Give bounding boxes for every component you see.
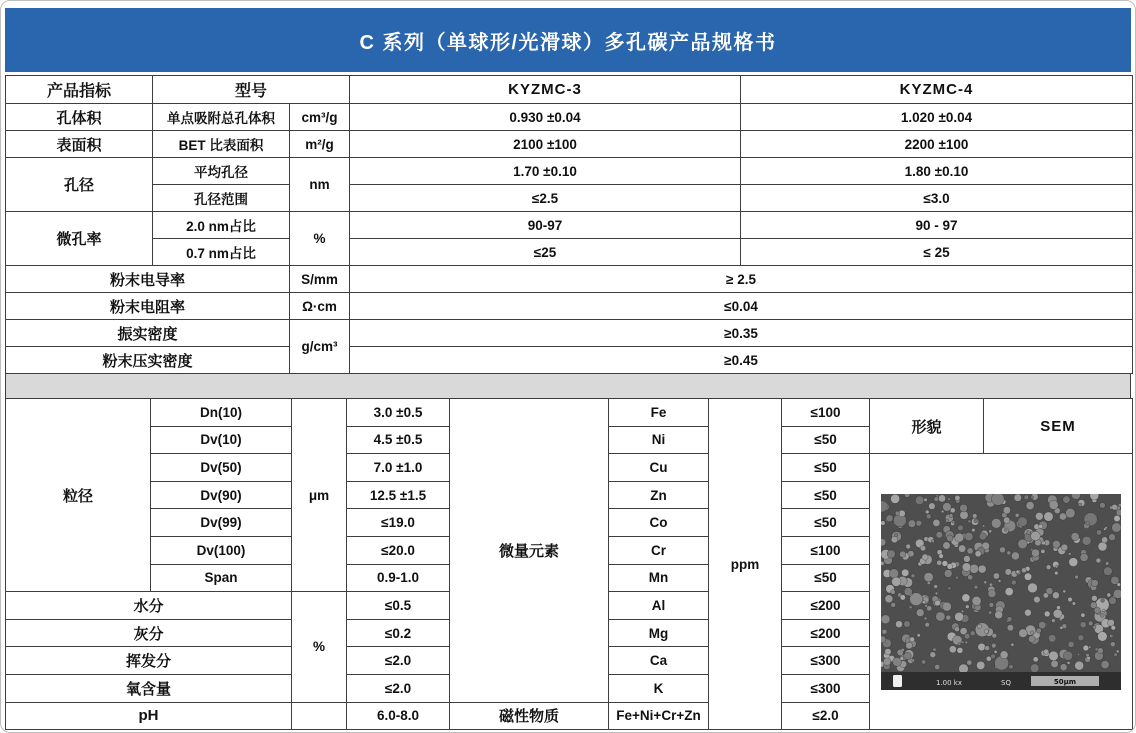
trace-element-name-cell: Cr: [609, 536, 709, 564]
trace-element-value-cell: ≤50: [782, 426, 870, 454]
title-bar: [5, 8, 1131, 72]
particle-value-cell: 3.0 ±0.5: [347, 399, 450, 427]
sem-magnification: 1.00 kx: [936, 678, 963, 687]
tap-density-label-cell: 振实密度: [6, 320, 290, 347]
pore-size-average-item-cell: 平均孔径: [153, 158, 290, 185]
sem-image-wrap: [872, 494, 1130, 690]
pore-volume-unit-cell: cm³/g: [290, 104, 350, 131]
particle-row-dn10: [6, 399, 1133, 427]
moisture-label-cell: 水分: [6, 592, 292, 620]
surface-area-item-cell: BET 比表面积: [153, 131, 290, 158]
surface-area-unit-cell: m²/g: [290, 131, 350, 158]
compacted-density-label-cell: 粉末压实密度: [6, 347, 290, 374]
oxygen-label-cell: 氧含量: [6, 674, 292, 702]
trace-element-name-cell: Ni: [609, 426, 709, 454]
micropore-2-0-kyzmc3-cell: 90-97: [350, 212, 741, 239]
surface-area-kyzmc4-cell: 2200 ±100: [741, 131, 1133, 158]
magnetic-item-cell: Fe+Ni+Cr+Zn: [609, 702, 709, 730]
pore-size-range-kyzmc4-cell: ≤3.0: [741, 185, 1133, 212]
trace-element-value-cell: ≤200: [782, 619, 870, 647]
micropore-0-7-item-cell: 0.7 nm占比: [153, 239, 290, 266]
particle-value-cell: 0.9-1.0: [347, 564, 450, 592]
section-divider: [5, 374, 1131, 398]
ph-label-cell: pH: [6, 702, 292, 730]
trace-element-name-cell: Fe: [609, 399, 709, 427]
magnetic-value-cell: ≤2.0: [782, 702, 870, 730]
surface-area-row: [6, 131, 1133, 158]
particle-value-cell: ≤19.0: [347, 509, 450, 537]
ph-unit-cell: [292, 702, 347, 730]
surface-area-kyzmc3-cell: 2100 ±100: [350, 131, 741, 158]
pore-size-category-cell: 孔径: [6, 158, 153, 212]
trace-element-name-cell: Zn: [609, 481, 709, 509]
trace-unit-cell: ppm: [709, 399, 782, 730]
ph-value-cell: 6.0-8.0: [347, 702, 450, 730]
particle-item-cell: Dv(50): [151, 454, 292, 482]
particle-value-cell: 12.5 ±1.5: [347, 481, 450, 509]
sem-mode: SQ: [1001, 678, 1011, 687]
surface-area-category-cell: 表面积: [6, 131, 153, 158]
pore-size-unit-cell: nm: [290, 158, 350, 212]
pore-size-average-kyzmc3-cell: 1.70 ±0.10: [350, 158, 741, 185]
header-model: 型号: [153, 76, 350, 104]
trace-element-name-cell: Co: [609, 509, 709, 537]
trace-element-value-cell: ≤50: [782, 509, 870, 537]
trace-element-value-cell: ≤200: [782, 592, 870, 620]
volatiles-label-cell: 挥发分: [6, 647, 292, 675]
particle-item-cell: Dv(10): [151, 426, 292, 454]
micropore-0-7-kyzmc4-cell: ≤ 25: [741, 239, 1133, 266]
detail-table: [5, 398, 1133, 730]
particle-item-cell: Span: [151, 564, 292, 592]
particle-category-cell: 粒径: [6, 399, 151, 592]
sem-image: [881, 494, 1121, 690]
volatiles-value-cell: ≤2.0: [347, 647, 450, 675]
page-title: C 系列（单球形/光滑球）多孔碳产品规格书: [359, 31, 777, 54]
header-product-index: 产品指标: [6, 76, 153, 104]
morphology-label-cell: 形貌: [870, 399, 984, 454]
sem-image-cell: [870, 454, 1133, 730]
pore-size-range-kyzmc3-cell: ≤2.5: [350, 185, 741, 212]
trace-element-name-cell: K: [609, 674, 709, 702]
particle-value-cell: ≤20.0: [347, 536, 450, 564]
pore-volume-kyzmc4-cell: 1.020 ±0.04: [741, 104, 1133, 131]
header-model-kyzmc4: KYZMC-4: [741, 76, 1133, 104]
sem-camera-icon: [893, 675, 902, 687]
particle-unit-cell: μm: [292, 399, 347, 592]
tap-density-row: [6, 320, 1133, 347]
trace-element-name-cell: Al: [609, 592, 709, 620]
micropore-2-0-row: [6, 212, 1133, 239]
trace-element-name-cell: Ca: [609, 647, 709, 675]
pore-size-range-row: [6, 185, 1133, 212]
pore-volume-kyzmc3-cell: 0.930 ±0.04: [350, 104, 741, 131]
particle-item-cell: Dv(99): [151, 509, 292, 537]
powder-conductivity-row: [6, 266, 1133, 293]
header-model-kyzmc3: KYZMC-3: [350, 76, 741, 104]
trace-element-value-cell: ≤300: [782, 674, 870, 702]
particle-value-cell: 7.0 ±1.0: [347, 454, 450, 482]
trace-element-name-cell: Mg: [609, 619, 709, 647]
powder-conductivity-value-cell: ≥ 2.5: [350, 266, 1133, 293]
powder-conductivity-label-cell: 粉末电导率: [6, 266, 290, 293]
pore-size-range-item-cell: 孔径范围: [153, 185, 290, 212]
physical-unit-cell: %: [292, 592, 347, 702]
trace-element-value-cell: ≤300: [782, 647, 870, 675]
morphology-method-cell: SEM: [984, 399, 1133, 454]
micropore-0-7-row: [6, 239, 1133, 266]
pore-size-average-row: [6, 158, 1133, 185]
trace-element-name-cell: Mn: [609, 564, 709, 592]
micropore-2-0-kyzmc4-cell: 90 - 97: [741, 212, 1133, 239]
pore-volume-row: [6, 104, 1133, 131]
trace-element-value-cell: ≤50: [782, 454, 870, 482]
compacted-density-row: [6, 347, 1133, 374]
magnetic-label-cell: 磁性物质: [450, 702, 609, 730]
tap-density-value-cell: ≥0.35: [350, 320, 1133, 347]
trace-element-value-cell: ≤100: [782, 399, 870, 427]
particle-item-cell: Dn(10): [151, 399, 292, 427]
powder-resistivity-value-cell: ≤0.04: [350, 293, 1133, 320]
compacted-density-value-cell: ≥0.45: [350, 347, 1133, 374]
particle-item-cell: Dv(100): [151, 536, 292, 564]
micropore-0-7-kyzmc3-cell: ≤25: [350, 239, 741, 266]
moisture-value-cell: ≤0.5: [347, 592, 450, 620]
oxygen-value-cell: ≤2.0: [347, 674, 450, 702]
particle-value-cell: 4.5 ±0.5: [347, 426, 450, 454]
ash-value-cell: ≤0.2: [347, 619, 450, 647]
density-unit-cell: g/cm³: [290, 320, 350, 374]
powder-resistivity-label-cell: 粉末电阻率: [6, 293, 290, 320]
trace-elements-label-cell: 微量元素: [450, 399, 609, 703]
micropore-2-0-item-cell: 2.0 nm占比: [153, 212, 290, 239]
powder-conductivity-unit-cell: S/mm: [290, 266, 350, 293]
powder-resistivity-unit-cell: Ω·cm: [290, 293, 350, 320]
micropore-category-cell: 微孔率: [6, 212, 153, 266]
micropore-unit-cell: %: [290, 212, 350, 266]
pore-volume-category-cell: 孔体积: [6, 104, 153, 131]
trace-element-value-cell: ≤50: [782, 564, 870, 592]
spec-header-row: [6, 76, 1133, 104]
pore-volume-item-cell: 单点吸附总孔体积: [153, 104, 290, 131]
spec-table: [5, 75, 1133, 374]
sem-scale-label: 50μm: [1053, 677, 1077, 686]
trace-element-value-cell: ≤100: [782, 536, 870, 564]
trace-element-name-cell: Cu: [609, 454, 709, 482]
trace-element-value-cell: ≤50: [782, 481, 870, 509]
pore-size-average-kyzmc4-cell: 1.80 ±0.10: [741, 158, 1133, 185]
particle-item-cell: Dv(90): [151, 481, 292, 509]
powder-resistivity-row: [6, 293, 1133, 320]
ash-label-cell: 灰分: [6, 619, 292, 647]
